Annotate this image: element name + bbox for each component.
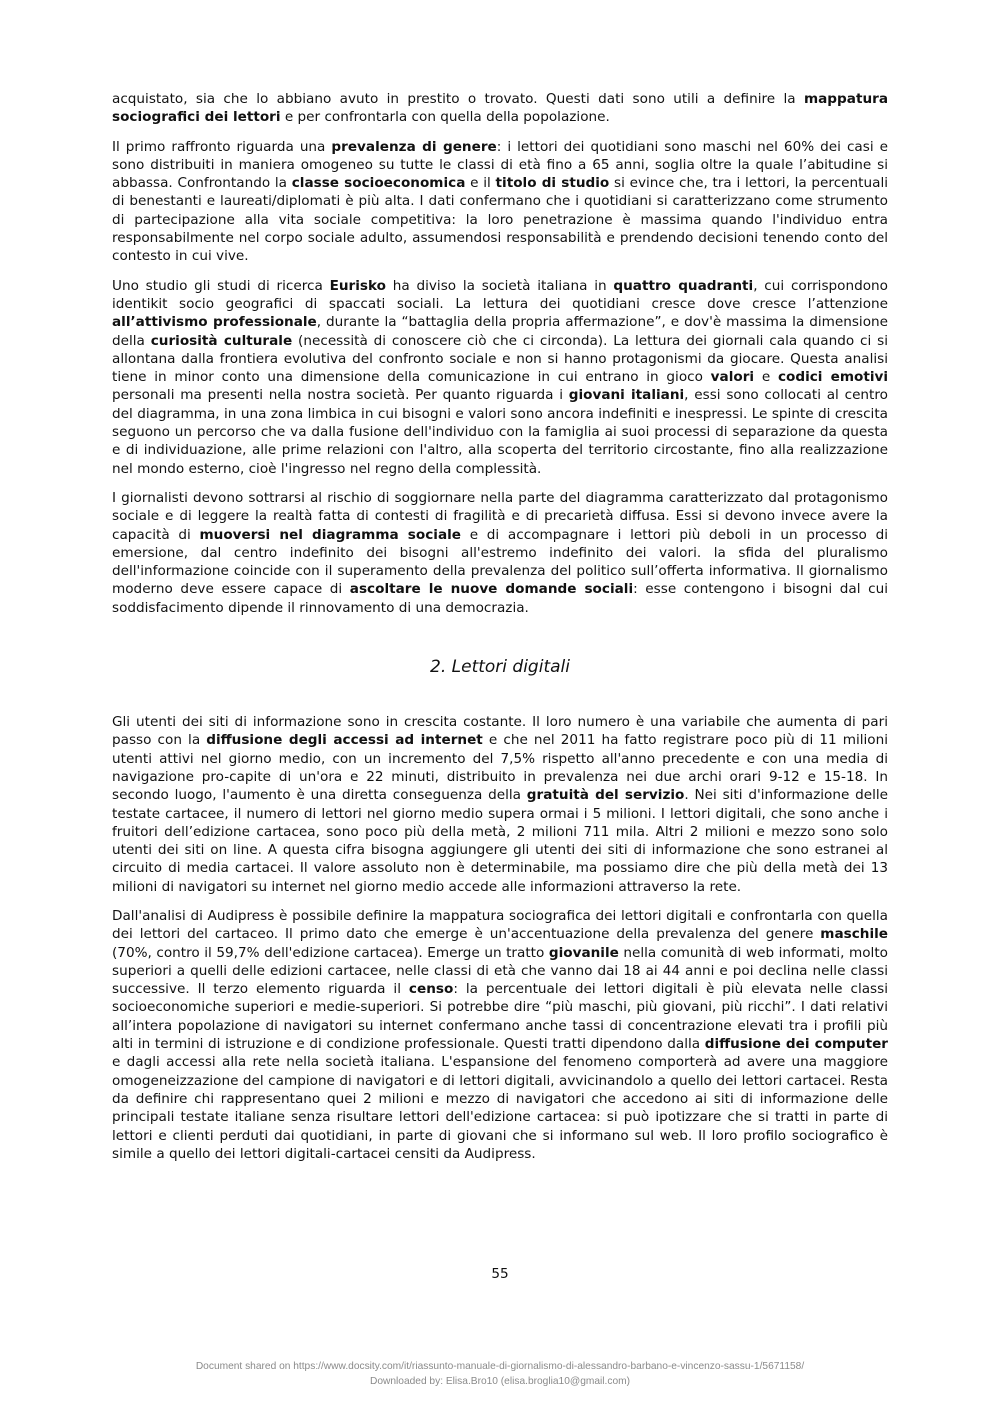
bold-text: codici emotivi [777, 369, 888, 386]
text-run: Gli utenti dei siti di informazione sono in crescita costante. Il loro numero è una variabile che aumenta di pari passo con la [112, 714, 888, 749]
paragraph [112, 907, 888, 1163]
paragraphs-top [112, 90, 888, 617]
paragraphs-bottom [112, 713, 888, 1163]
bold-text: gratuità del servizio [526, 787, 685, 804]
page-number: 55 [491, 1266, 509, 1282]
paragraph [112, 713, 888, 896]
text-run: I giornalisti devono sottrarsi al rischio di soggiornare nella parte del diagramma caratterizzato dal protagonismo sociale e di leggere la realtà fatta di contesti di fragilità e di precarietà diffusa. Essi si devono invece avere la capacità di [112, 489, 888, 543]
text-run: e [754, 369, 778, 386]
text-run: , essi sono collocati al centro del diagramma, in una zona limbica in cui bisogni e valori sono ancora indefiniti e inespressi. Le spinte di crescita seguono un percorso che va dalla fusione dell'individuo con la famiglia ai suoi processi di separazione da questa e di individuazione, alle prime relazioni con l'altro, alla scoperta del territorio circostante, fino alla realizzazione nel mondo esterno, cioè l'ingresso nel regno della complessità. [112, 387, 888, 477]
text-run: ha diviso la società italiana in [386, 277, 614, 294]
text-run: e di accompagnare i lettori più deboli in un processo di emersione, dal centro indefinito dei bisogni all'estremo indefinito dei valori. la sfida del pluralismo dell'informazione coincide con il superamento della prevalenza del politico sull’offerta informativa. Il giornalismo moderno deve essere capace di [112, 526, 888, 598]
bold-text: giovanile [548, 944, 619, 961]
text-run: : i lettori dei quotidiani sono maschi nel 60% dei casi e sono distribuiti in maniera omogeneo su tutte le classi di età fino a 65 anni, soglia oltre la quale l’abitudine si abbassa. Confrontando la [112, 138, 888, 192]
footer-downloaded-line: Downloaded by: Elisa.Bro10 (elisa.broglia10@gmail.com) [369, 1376, 631, 1387]
bold-text: Eurisko [329, 277, 386, 294]
bold-text: censo [408, 981, 454, 998]
bold-text: all’attivismo professionale [112, 314, 317, 331]
bold-text: diffusione degli accessi ad internet [206, 732, 483, 749]
text-run: e dagli accessi alla rete nella società italiana. L'espansione del fenomeno comporterà ad avere una maggiore omogeneizzazione del campione di navigatori e di lettori digitali, avvicinandolo a quello dei lettori cartacei. Resta da definire chi rappresentano quei 2 milioni e mezzo di navigatori che accedono ai siti di informazione delle principali testate italiane senza risultare lettori dell'edizione cartacea: si può ipotizzare che si tratti in parte di lettori e clienti perduti dai quotidiani, in parte di giovani che si informano sul web. Il loro profilo sociografico è simile a quello dei lettori digitali-cartacei censiti da Audipress. [112, 1054, 888, 1162]
text-run: e il [465, 175, 496, 192]
text-run: (70%, contro il 59,7% dell'edizione cartacea). Emerge un tratto [112, 944, 549, 961]
bold-text: giovani italiani [568, 387, 685, 404]
text-run: Il primo raffronto riguarda una [112, 138, 332, 155]
bold-text: prevalenza di genere [331, 138, 497, 155]
text-run: personali ma presenti nella nostra società. Per quanto riguarda i [112, 387, 569, 404]
bold-text: valori [710, 369, 755, 386]
text-run: . Nei siti d'informazione delle testate cartacee, il numero di lettori nel giorno medio supera ormai i 5 milioni. I lettori digitali, che sono anche i fruitori dell’edizione cartacea, sono poco più della metà, 2 milioni 711 mila. Altri 2 milioni e mezzo sono solo utenti dei siti on line. A questa cifra bisogna aggiungere gli utenti dei siti di informazione che sono estranei al circuito di media cartacei. Il valore assoluto non è determinabile, ma possiamo dire che più della metà dei 13 milioni di navigatori su internet nel giorno medio accede alle informazioni attraverso la rete. [112, 787, 889, 895]
section-title: 2. Lettori digitali [430, 657, 570, 678]
text-run: : la percentuale dei lettori digitali è più elevata nelle classi socioeconomiche superiori e medie-superiori. Si potrebbe dire “più maschi, più giovani, più ricchi”. I dati relativi all’intera popolazione di navigatori su internet confermano anche tassi di concentrazione elevati tra i profili più alti in termini di istruzione e di condizione professionale. Questi tratti dipendono dalla [112, 981, 888, 1053]
bold-text: ascoltare le nuove domande sociali [349, 581, 634, 598]
paragraph [112, 277, 888, 478]
bold-text: muoversi nel diagramma sociale [199, 526, 462, 543]
bold-text: maschile [820, 926, 888, 943]
text-run: acquistato, sia che lo abbiano avuto in prestito o trovato. Questi dati sono utili a definire la [112, 91, 804, 107]
text-run: e che nel 2011 ha fatto registrare poco più di 11 milioni utenti attivi nel giorno medio, con un incremento del 7,5% rispetto all'anno precedente e con una media di navigazione pro-capite di un'ora e 22 minuti, distribuito in prevalenza nei due archi orari 9-12 e 15-18. In secondo luogo, l'aumento è una diretta conseguenza della [112, 732, 888, 804]
text-run: Dall'analisi di Audipress è possibile definire la mappatura sociografica dei lettori digitali e confrontarla con quella dei lettori del cartaceo. Il primo dato che emerge è un'accentuazione della prevalenza del genere [112, 907, 888, 943]
text-run: nella comunità di web informati, molto superiori a quelli delle edizioni cartacee, nelle classi di età che vanno dai 18 ai 44 anni e poi declina nelle classi successive. Il terzo elemento riguarda il [112, 944, 888, 998]
text-run: (necessità di conoscere ciò che ci circonda). La lettura dei giornali cala quando ci si allontana dalla frontiera evolutiva del confronto sociale e non si hanno protagonismi da giocare. Questa analisi tiene in minor conto una dimensione della comunicazione in cui entrano in gioco [112, 332, 889, 386]
text-run: si evince che, tra i lettori, la percentuali di benestanti e laureati/diplomati è più alta. I dati confermano che i quotidiani si caratterizzano come strumento di partecipazione alla vita sociale competitiva: la loro penetrazione è massima quando l'individuo entra responsabilmente nel corpo sociale adulto, assumendosi responsabilità e prendendo decisioni tenendo conto del contesto in cui vive. [112, 175, 888, 265]
text-run: , cui corrispondono identikit socio geografici di spaccati sociali. La lettura dei quotidiani cresce dove cresce l’attenzione [112, 277, 888, 312]
text-run: , durante la “battaglia della propria affermazione”, e dov'è massima la dimensione della [112, 314, 888, 349]
footer-shared-line: Document shared on https://www.docsity.com/it/riassunto-manuale-di-giornalismo-di-alessandro-barbano-e-vincenzo-sassu-1/5671158/ [195, 1361, 805, 1372]
bold-text: classe socioeconomica [291, 175, 466, 192]
download-footer [0, 1359, 1000, 1389]
bold-text: mappatura sociografici dei lettori [112, 91, 888, 126]
bold-text: curiosità culturale [150, 332, 293, 349]
text-run: : esse contengono i bisogni dal cui soddisfacimento dipende il rinnovamento di una democrazia. [112, 581, 888, 616]
bold-text: diffusione dei computer [704, 1036, 888, 1053]
document-body [112, 90, 888, 1174]
text-run: Uno studio gli studi di ricerca [112, 277, 330, 294]
paragraph [112, 90, 888, 127]
text-run: e per confrontarla con quella della popolazione. [280, 109, 610, 126]
paragraph [112, 138, 888, 266]
paragraph [112, 489, 888, 617]
bold-text: titolo di studio [495, 175, 610, 192]
bold-text: quattro quadranti [613, 277, 754, 294]
